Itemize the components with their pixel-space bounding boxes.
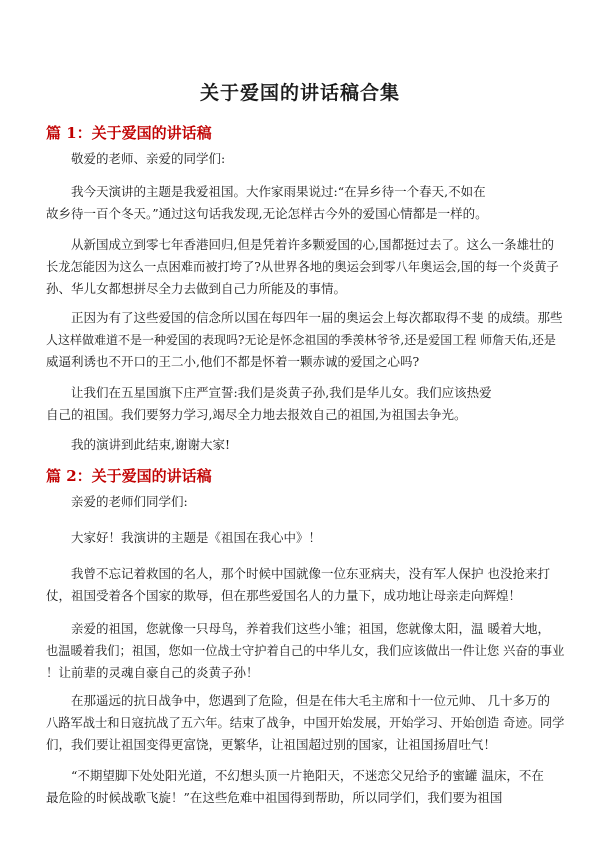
text-line: “不期望脚下处处阳光道，不幻想头顶一片艳阳天，不迷恋父兄给予的蜜罐 温床，不在 (71, 768, 544, 783)
section-2-heading: 篇 2：关于爱国的讲话稿 (46, 467, 212, 485)
text-line: 最危险的时候战歌飞旋！”在这些危难中祖国得到帮助，所以同学们，我们要为祖国 (46, 790, 503, 805)
text-line: 仗，祖国受着各个国家的欺辱，但在那些爱国名人的力量下，成功地让母亲走向辉煌！ (46, 588, 522, 603)
text-line: 大家好！我演讲的主题是《祖国在我心中》！ (71, 530, 322, 545)
s1-paragraph-2 (46, 181, 566, 225)
text-line: 我曾不忘记着救国的名人，那个时候中国就像一位东亚病夫，没有军人保护 也没抢来打 (71, 566, 550, 581)
text-line: 八路军战士和日寇抗战了五六年。结束了战争，中国开始发展，开始学习、开始创造 奇迹。同学 (46, 716, 565, 730)
text-line: 故乡待一百个冬天。”通过这句话我发现,无论怎样古今外的爱国心情都是一样的。 (46, 206, 488, 221)
text-line: 们，我们要让祖国变得更富饶，更繁华，让祖国超过别的国家，让祖国扬眉吐气！ (46, 737, 497, 752)
text-line: 人这样做难道不是一种爱国的表现吗?无论是怀念祖国的季羡林爷爷,还是爱国工程 师詹天佑,还是 (46, 333, 556, 347)
text-line: 敬爱的老师、亲爱的同学们: (71, 151, 226, 166)
s2-paragraph-5 (46, 690, 566, 756)
s2-paragraph-2 (46, 527, 566, 549)
s1-paragraph-3 (46, 234, 566, 300)
section-1-heading: 篇 1：关于爱国的讲话稿 (46, 124, 212, 142)
text-line: 在那遥远的抗日战争中，您遇到了危险，但是在伟大毛主席和十一位元帅、 几十多万的 (71, 693, 550, 708)
text-line: 从新国成立到零七年香港回归,但是凭着许多颗爱国的心,国都挺过去了。这么一条雄壮的 (71, 237, 554, 252)
document-title: 关于爱国的讲话稿合集 (199, 82, 400, 104)
text-line: 威逼利诱也不开口的王二小,他们不都是怀着一颗赤诚的爱国之心吗? (46, 354, 420, 369)
text-line: 长龙怎能因为这么一点困难而被打垮了?从世界各地的奥运会到零八年奥运会,国的每一个炎黄子 (46, 260, 559, 274)
s2-paragraph-3 (46, 563, 566, 607)
s2-paragraph-6 (46, 765, 566, 809)
s1-paragraph-4 (46, 307, 566, 373)
text-line: 自己的祖国。我们要努力学习,竭尽全力地去报效自己的祖国,为祖国去争光。 (46, 407, 467, 422)
text-line: 也温暖着我们；祖国，您如一位战士守护着自己的中华儿女，我们应该做出一件让您 兴奋的事业 (46, 644, 565, 658)
text-line: 亲爱的老师们同学们: (71, 494, 188, 509)
s1-paragraph-1 (46, 148, 566, 170)
text-line: 亲爱的祖国，您就像一只母鸟，养着我们这些小雏；祖国，您就像太阳，温 暖着大地， (71, 621, 550, 636)
s1-paragraph-5 (46, 382, 566, 426)
text-line: 我今天演讲的主题是我爱祖国。大作家雨果说过:“在异乡待一个春天,不如在 (71, 184, 486, 199)
s1-paragraph-6 (46, 434, 566, 456)
text-line: ！让前辈的灵魂自豪自己的炎黄子孙！ (46, 665, 259, 680)
text-line: 正因为有了这些爱国的信念所以国在每四年一届的奥运会上每次都取得不斐 的成绩。那些 (71, 310, 563, 325)
text-line: 孙、华儿女都想拼尽全力去做到自己力所能及的事情。 (46, 281, 347, 296)
text-line: 我的演讲到此结束,谢谢大家! (71, 437, 230, 452)
text-line: 让我们在五星国旗下庄严宣誓:我们是炎黄子孙,我们是华儿女。我们应该热爱 (71, 385, 492, 400)
s2-paragraph-1 (46, 491, 566, 513)
s2-paragraph-4 (46, 618, 566, 684)
